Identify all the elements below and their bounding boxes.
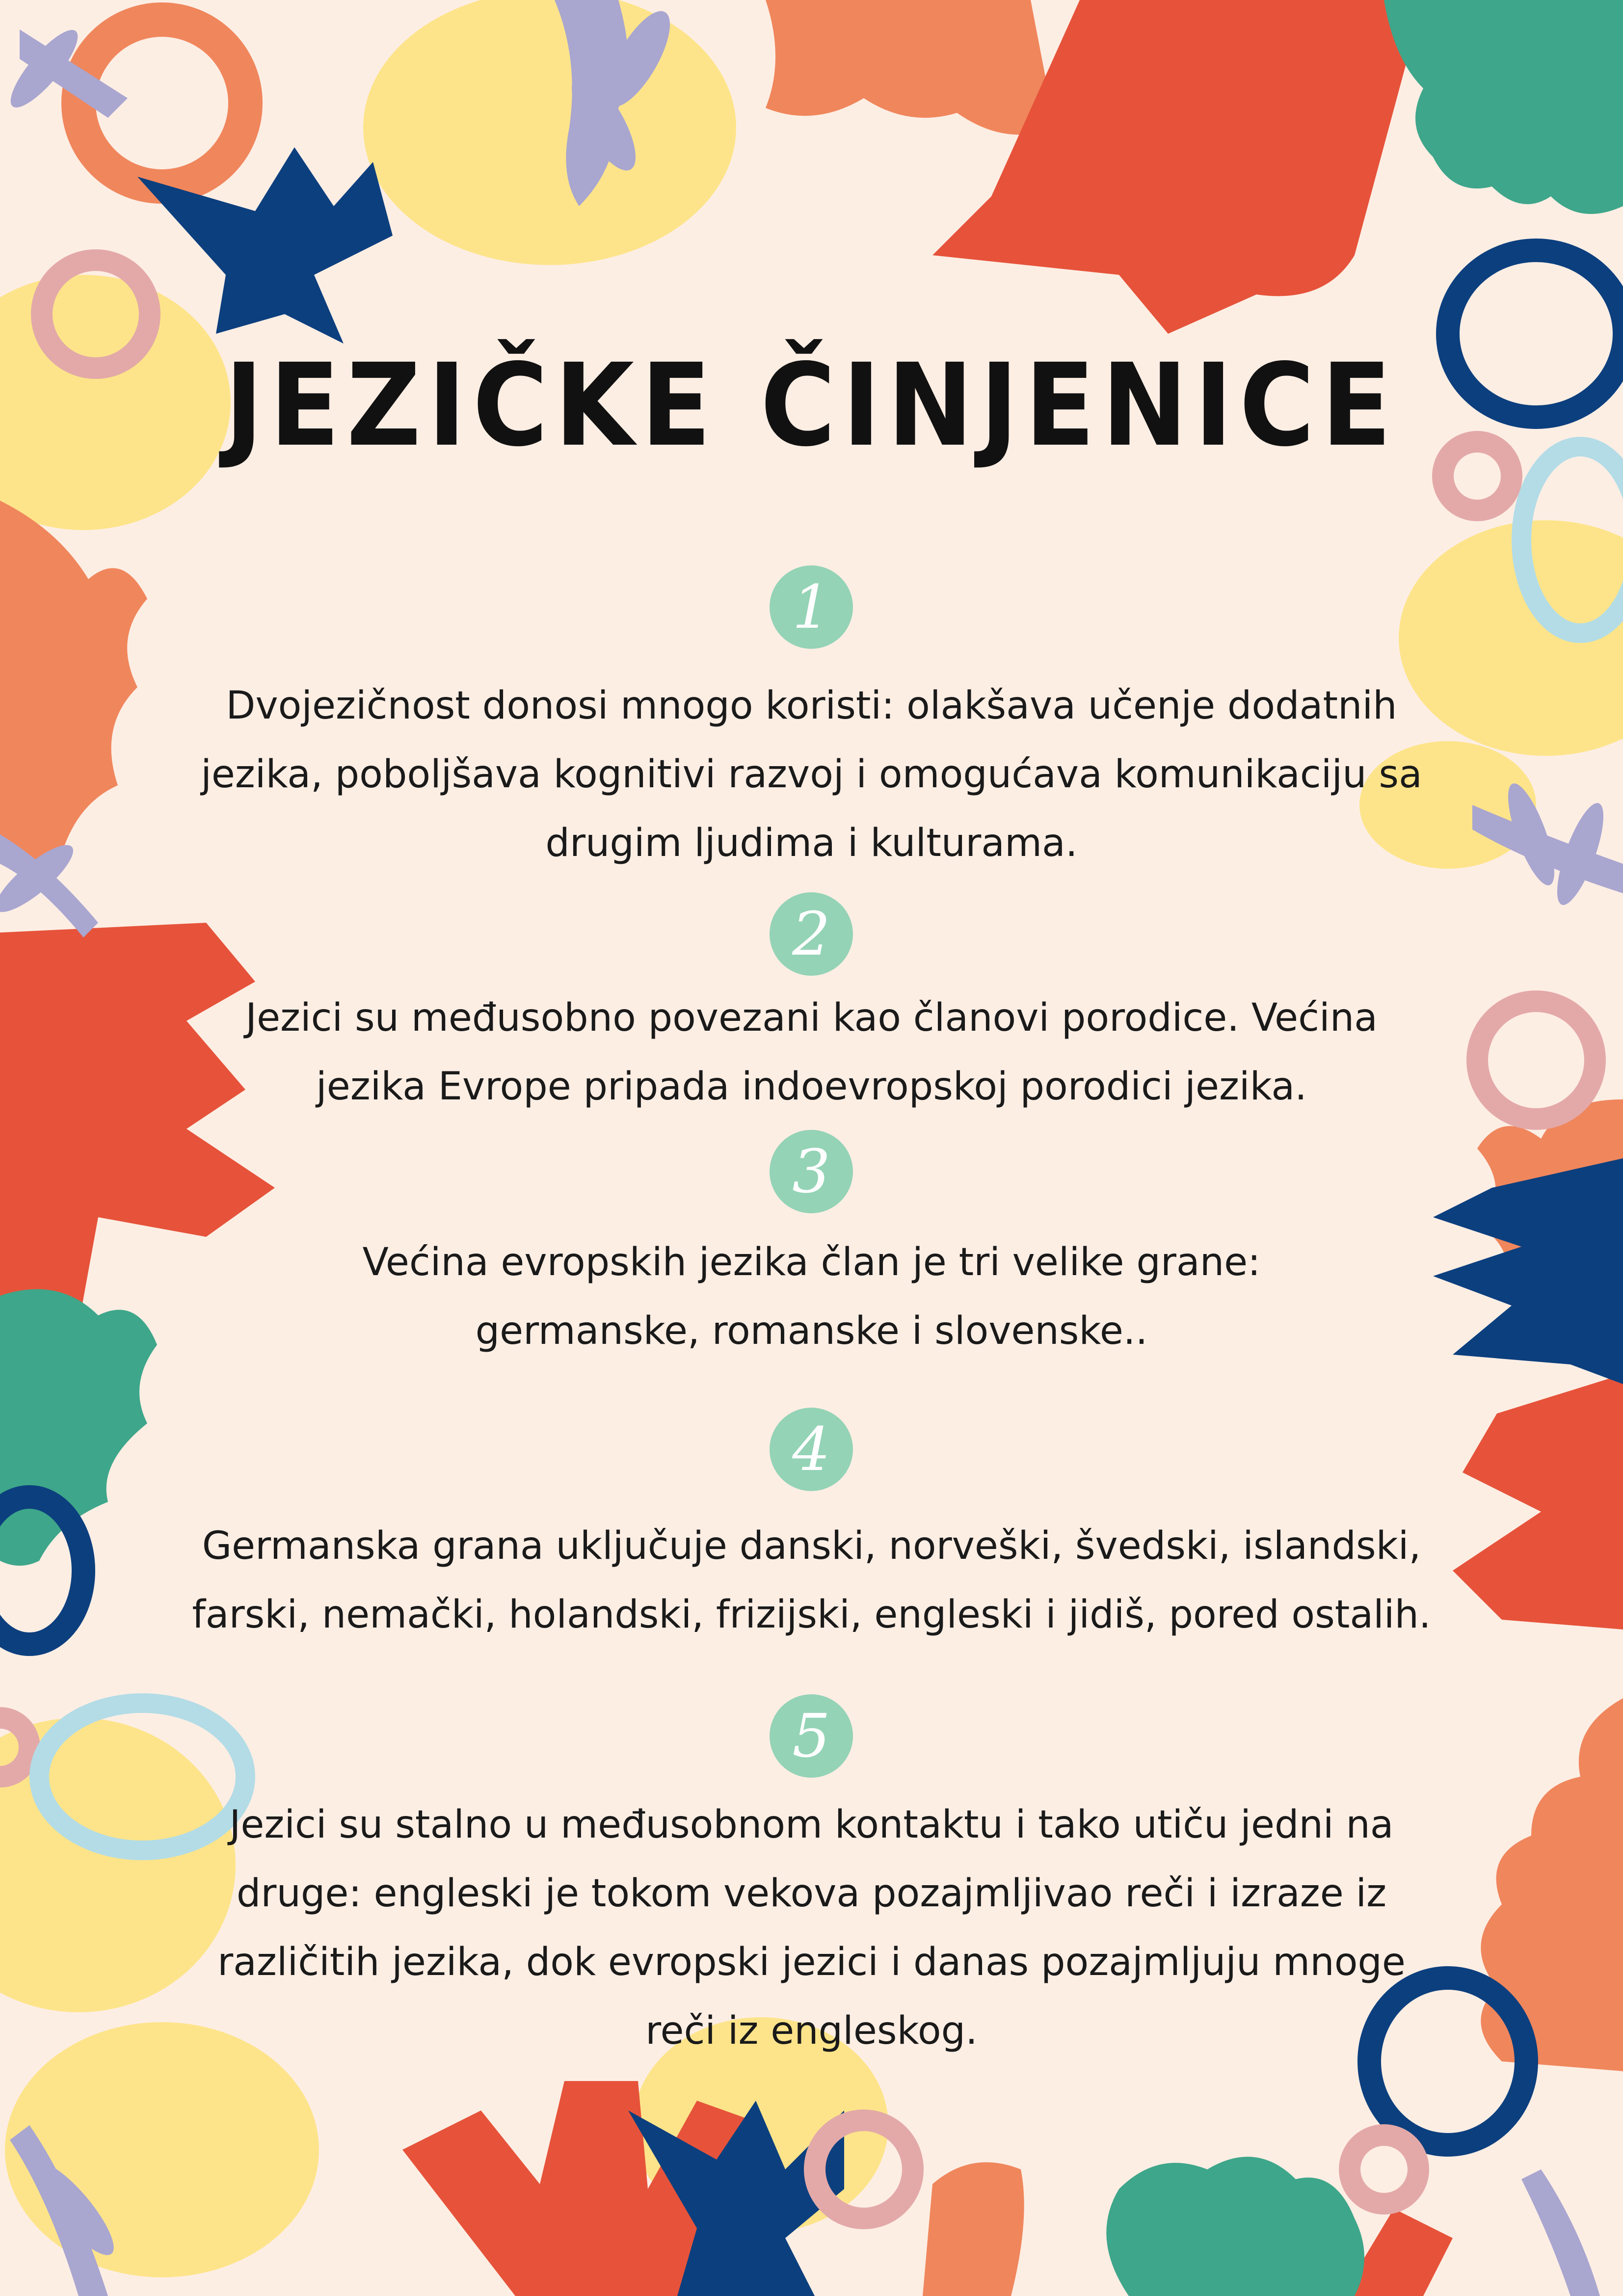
- fact-text: Jezici su stalno u međusobnom kontaktu i tako utiču jedni na druge: engleski je tokom vekova pozajmljivao reči i izraze iz različitih jezika, dok evropski jezici i danas pozajmljuju mnoge reči iz engleskog.: [217, 1803, 1406, 2053]
- page-title: JEZIČKE ČINJENICE: [224, 339, 1399, 472]
- fact-number-badge: 3: [770, 1130, 853, 1213]
- fact-number-badge: 2: [770, 892, 853, 976]
- fact-number-badge: 1: [770, 565, 853, 649]
- fact-text: Germanska grana uključuje danski, norveški, švedski, islandski, farski, nemački, holandski, frizijski, engleski i jidiš, pored ostalih.: [192, 1524, 1431, 1637]
- fact-number-badge: 5: [770, 1694, 853, 1778]
- fact-text: Dvojezičnost donosi mnogo koristi: olakšava učenje dodatnih jezika, poboljšava kognitivi razvoj i omogućava komunikaciju sa drugim ljudima i kulturama.: [201, 684, 1422, 865]
- fact-text: Jezici su međusobno povezani kao članovi porodice. Većina jezika Evrope pripada indoevropskoj porodici jezika.: [245, 996, 1378, 1109]
- fact-text: Većina evropskih jezika član je tri velike grane: germanske, romanske i slovenske..: [362, 1240, 1261, 1353]
- fact-number-badge: 4: [770, 1408, 853, 1491]
